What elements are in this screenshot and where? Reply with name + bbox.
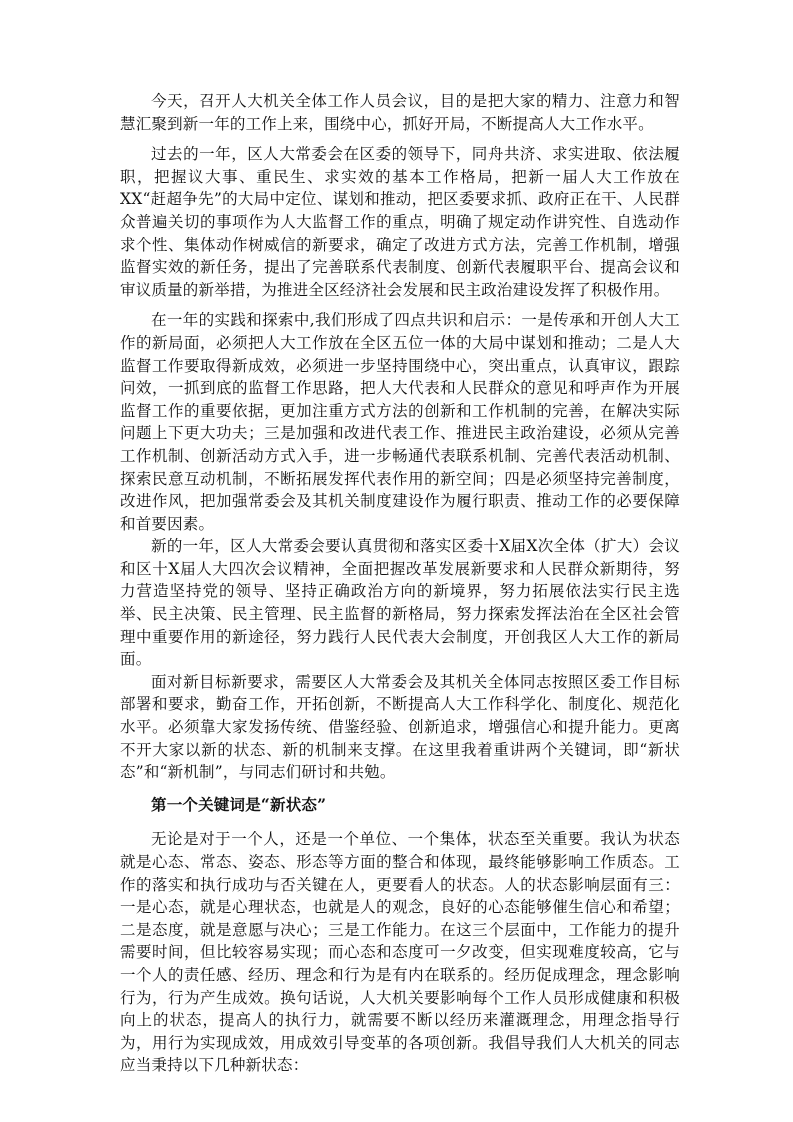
paragraph-opening: 今天，召开人大机关全体工作人员会议，目的是把大家的精力、注意力和智慧汇聚到新一年的工作上来，围绕中心，抓好开局，不断提高人大工作水平。 [120,92,680,133]
paragraph-new-year: 新的一年，区人大常委会要认真贯彻和落实区委十X届X次全体（扩大）会议和区十X届人大四次会议精神，全面把握改革发展新要求和人民群众新期待，努力营造坚持党的领导、坚持正确政治方向的新境界，努力拓展依法实行民主选举、民主决策、民主管理、民主监督的新格局，努力探索发挥法治在全区社会管理中重要作用的新途径，努力践行人民代表大会制度，开创我区人大工作的新局面。 [120,537,680,669]
section-heading: 第一个关键词是“新状态” [151,794,327,814]
paragraph-past-year: 过去的一年，区人大常委会在区委的领导下，同舟共济、求实进取、依法履职，把握议大事、重民生、求实效的基本工作格局，把新一届人大工作放在XX“赶超争先”的大局中定位、谋划和推动，把区委要求抓、政府正在干、人民群众普遍关切的事项作为人大监督工作的重点，明确了规定动作讲究性、自选动作求个性、集体动作树威信的新要求，确定了改进方式方法，完善工作机制，增强监督实效的新任务，提出了完善联系代表制度、创新代表履职平台、提高会议和审议质量的新举措，为推进全区经济社会发展和民主政治建设发挥了积极作用。 [120,145,680,299]
paragraph-four-insights: 在一年的实践和探索中,我们形成了四点共识和启示：一是传承和开创人大工作的新局面，必须把人大工作放在全区五位一体的大局中谋划和推动；二是人大监督工作要取得新成效，必须进一步坚持围绕中心，突出重点，认真审议，跟踪问效，一抓到底的监督工作思路，把人大代表和人民群众的意见和呼声作为开展监督工作的重要依据，更加注重方式方法的创新和工作机制的完善，在解决实际问题上下更大功夫；三是加强和改进代表工作、推进民主政治建设，必须从完善工作机制、创新活动方式入手，进一步畅通代表联系机制、完善代表活动机制、探索民意互动机制，不断拓展发挥代表作用的新空间；四是必须坚持完善制度，改进作风，把加强常委会及其机关制度建设作为履行职责、推动工作的必要保障和首要因素。 [120,311,680,533]
document-page [120,90,680,1077]
paragraph-new-goals: 面对新目标新要求，需要区人大常委会及其机关全体同志按照区委工作目标部署和要求，勤奋工作，开拓创新，不断提高人大工作科学化、制度化、规范化水平。必须靠大家发扬传统、借鉴经验、创新追求，增强信心和提升能力。更离不开大家以新的状态、新的机制来支撑。在这里我着重讲两个关键词，即“新状态”和“新机制”，与同志们研讨和共勉。 [120,672,680,782]
paragraph-new-state: 无论是对于一个人，还是一个单位、一个集体，状态至关重要。我认为状态就是心态、常态、姿态、形态等方面的整合和体现，最终能够影响工作质态。工作的落实和执行成功与否关键在人，更要看人的状态。人的状态影响层面有三：一是心态，就是心理状态，也就是人的观念，良好的心态能够催生信心和希望；二是态度，就是意愿与决心；三是工作能力。在这三个层面中，工作能力的提升需要时间，但比较容易实现；而心态和态度可一夕改变，但实现难度较高，它与一个人的责任感、经历、理念和行为是有内在联系的。经历促成理念，理念影响行为，行为产生成效。换句话说，人大机关要影响每个工作人员形成健康和积极向上的状态，提高人的执行力，就需要不断以经历来灌溉理念，用理念指导行为，用行为实现成效，用成效引导变革的各项创新。我倡导我们人大机关的同志应当秉持以下几种新状态： [120,830,680,1075]
